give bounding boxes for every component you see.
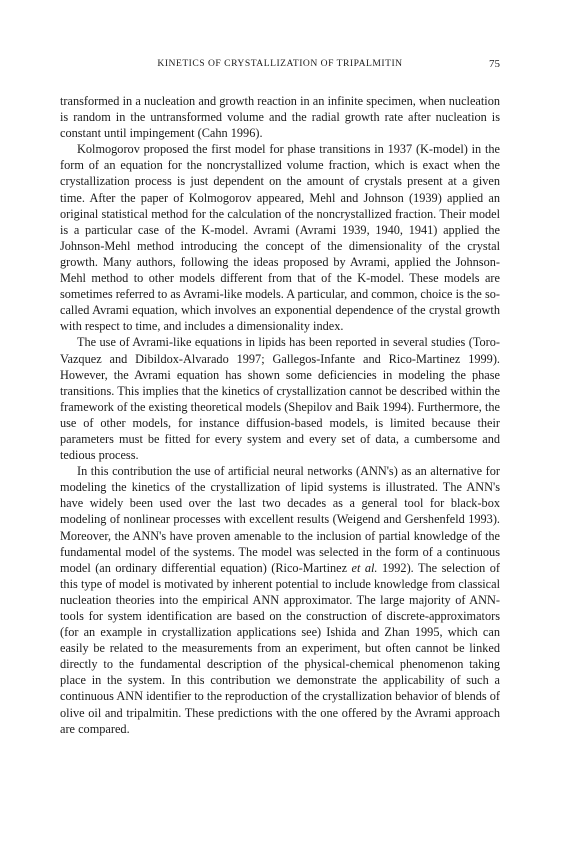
paragraph-text-before-italic: In this contribution the use of artificial neural networks (ANN's) as an alternative for modeling the kinetics of the crystallization of lipid systems is illustrated. The ANN's have widely been used over the last two decades as a general tool for black-box modeling of nonlinear processes with excellent results (Weigend and Gershenfeld 1993). Moreover, the ANN's have proven amenable to the inclusion of partial knowledge of the fundamental model of the systems. The model was selected in the form of a continuous model (an ordinary differential equation) (Rico-Martinez — [60, 464, 500, 575]
et-al-italic: et al. — [351, 560, 378, 575]
running-head — [60, 56, 500, 72]
paragraph-text-after-italic: 1992). The selection of this type of model is motivated by inherent potential to include knowledge from classical nucleation theories into the empirical ANN approximator. The large majority of ANN-tools for system identification are based on the construction of discrete-approximators (for an example in crystallization applications see) Ishida and Zhan 1995, which can easily be related to the measurements from an experiment, but often cannot be linked directly to the fundamental description of the physical-chemical phenomenon taking place in the system. In this contribution we demonstrate the applicability of such a continuous ANN identifier to the reproduction of the crystallization behavior of blends of olive oil and tripalmitin. These predictions with the one offered by the Avrami approach are compared. — [60, 560, 500, 736]
body-text — [60, 93, 500, 737]
paragraph-kolmogorov-model: Kolmogorov proposed the first model for phase transitions in 1937 (K-model) in the form of an equation for the noncrystallized volume fraction, which is exact when the crystallization process is just dependent on the amount of crystals present at a given time. After the paper of Kolmogorov appeared, Mehl and Johnson (1939) applied an original statistical method for the calculation of the noncrystallized fraction. Their model is a particular case of the K-model. Avrami (Avrami 1939, 1940, 1941) applied the Johnson-Mehl method introducing the concept of the dimensionality of the crystal growth. Many authors, following the ideas proposed by Avrami, applied the Johnson-Mehl method to other models different from that of the K-model. These models are sometimes referred to as Avrami-like models. A particular, and common, choice is the so-called Avrami equation, which involves an exponential dependence of the crystal growth with respect to time, and includes a dimensionality index. — [60, 142, 500, 334]
paragraph-avrami-in-lipids: The use of Avrami-like equations in lipids has been reported in several studies (Toro-Vazquez and Dibildox-Alvarado 1997; Gallegos-Infante and Rico-Martinez 1999). However, the Avrami equation has shown some deficiencies in modeling the phase transitions. This implies that the kinetics of crystallization cannot be described within the framework of the existing theoretical models (Shepilov and Baik 1994). Furthermore, the use of other models, for instance diffusion-based models, is limited because their parameters must be fitted for every system and every set of data, a cumbersome and tedious process. — [60, 335, 500, 463]
page-number: 75 — [489, 58, 500, 70]
paragraph-continuation: transformed in a nucleation and growth reaction in an infinite specimen, when nucleation is random in the untransformed volume and the radial growth rate after nucleation is constant until impingement (Cahn 1996). — [60, 94, 500, 141]
paragraph-ann-contribution — [60, 463, 500, 737]
running-title: KINETICS OF CRYSTALLIZATION OF TRIPALMITIN — [157, 58, 403, 69]
